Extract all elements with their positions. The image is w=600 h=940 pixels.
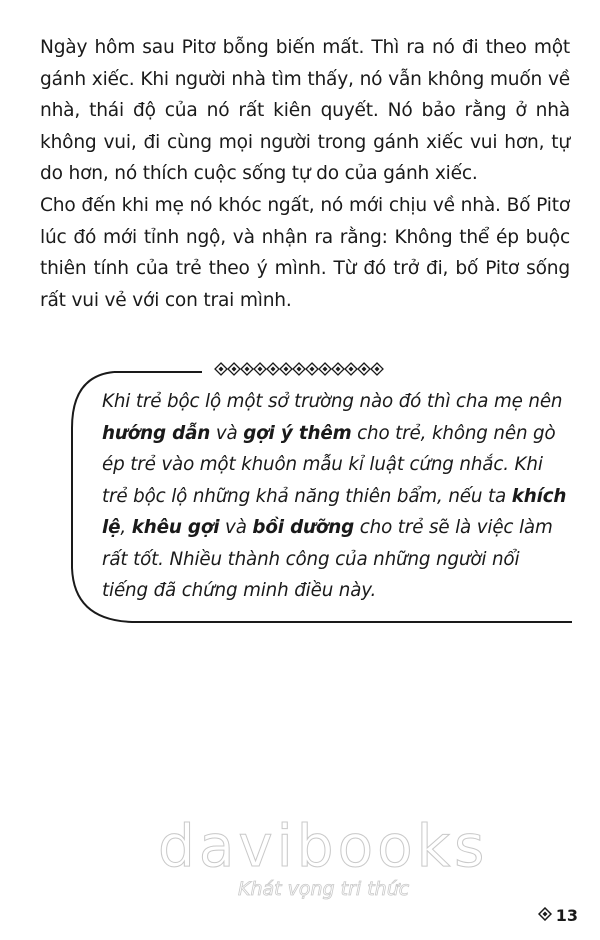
diamond-icon	[538, 906, 552, 925]
emphasis-boi-duong: bồi dưỡng	[252, 517, 355, 538]
emphasis-khich-le: khích lệ	[102, 485, 567, 538]
watermark-logo: davibooks	[158, 812, 489, 880]
emphasis-kheu-goi: khêu gợi	[131, 517, 220, 538]
emphasis-goi-y-them: gợi ý thêm	[243, 422, 352, 444]
page-number-text: 13	[555, 906, 578, 925]
emphasis-huong-dan: hướng dẫn	[102, 422, 211, 444]
body-paragraph-1: Ngày hôm sau Pitơ bỗng biến mất. Thì ra nó đi theo một gánh xiếc. Khi người nhà tìm thấy, nó vẫn không muốn về nhà, thái độ của nó rất kiên quyết. Nó bảo rằng ở nhà không vui, đi cùng mọi người trong gánh xiếc vui hơn, tự do hơn, nó thích cuộc sống tự do của gánh xiếc.	[40, 37, 570, 184]
watermark	[158, 812, 489, 900]
page-number	[538, 906, 578, 925]
watermark-tagline: Khát vọng tri thức	[238, 878, 410, 900]
body-paragraph-2: Cho đến khi mẹ nó khóc ngất, nó mới chịu về nhà. Bố Pitơ lúc đó mới tỉnh ngộ, và nhận ra rằng: Không thể ép buộc thiên tính của trẻ theo ý mình. Từ đó trở đi, bố Pitơ sống rất vui vẻ với con trai mình.	[40, 195, 570, 311]
note-text: Khi trẻ bộc lộ một sở trường nào đó thì cha mẹ nên hướng dẫn và gợi ý thêm cho trẻ, không nên gò ép trẻ vào một khuôn mẫu kỉ luật cứng nhắc. Khi trẻ bộc lộ những khả năng thiên bẩm, nếu ta khích lệ, khêu gợi và bồi dưỡng cho trẻ sẽ là việc làm rất tốt. Nhiều thành công của những người nổi tiếng đã chứng minh điều này.	[102, 391, 567, 601]
